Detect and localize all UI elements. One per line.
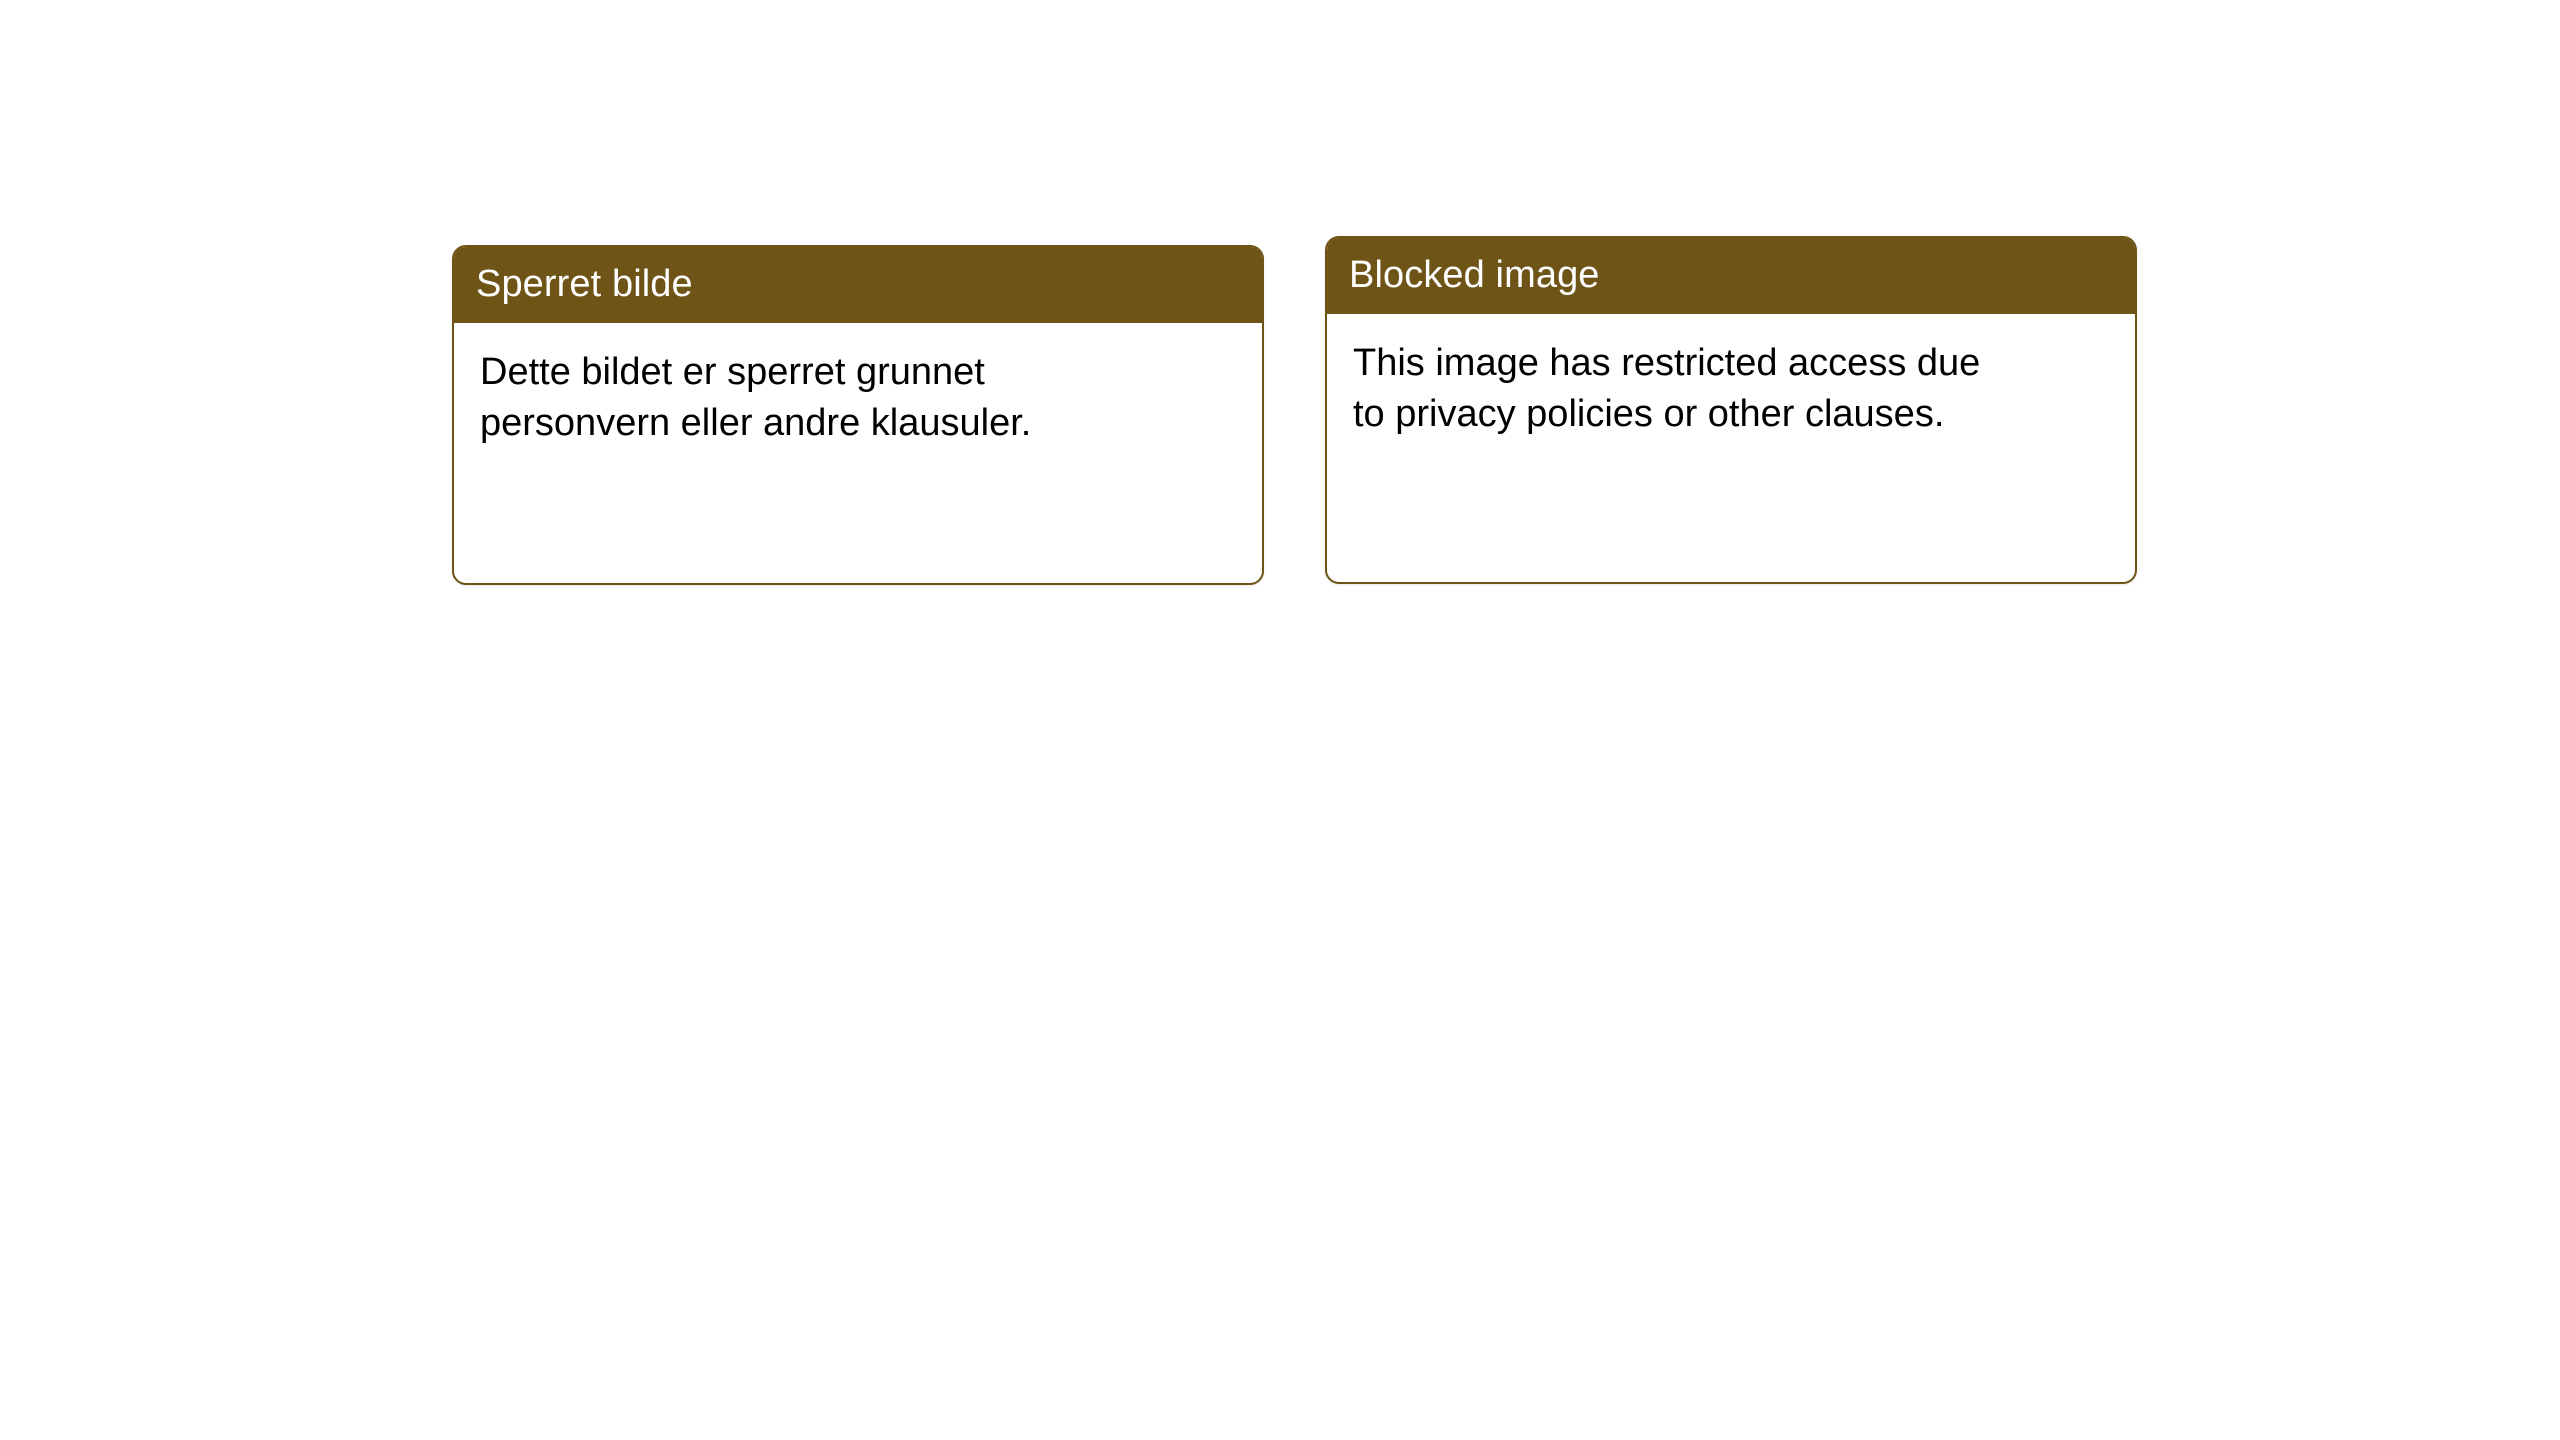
card-title-no: Sperret bilde bbox=[454, 247, 1262, 323]
card-message-no: Dette bildet er sperret grunnet personvern eller andre klausuler. bbox=[480, 351, 1032, 445]
card-body-no bbox=[454, 323, 1262, 470]
blocked-image-notice-card-no bbox=[452, 245, 1264, 585]
card-message-en: This image has restricted access due to privacy policies or other clauses. bbox=[1353, 342, 1981, 436]
blocked-image-notice-card-en bbox=[1325, 236, 2137, 584]
card-body-en bbox=[1327, 314, 2135, 461]
card-title-en: Blocked image bbox=[1327, 238, 2135, 314]
